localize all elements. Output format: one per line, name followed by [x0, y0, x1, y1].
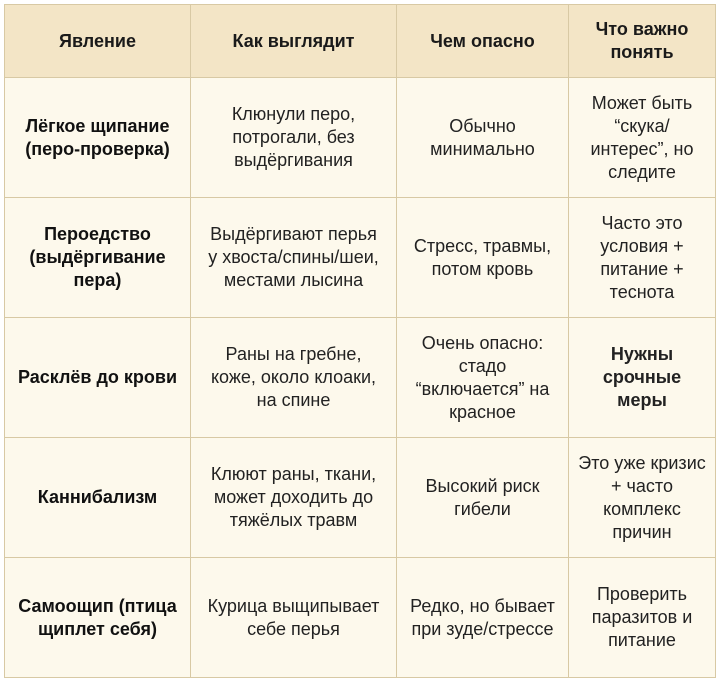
danger-cell: Очень опасно: стадо “включается” на красное [397, 318, 569, 438]
header-important: Что важно понять [569, 5, 716, 78]
header-appearance: Как выглядит [191, 5, 397, 78]
important-cell: Это уже кризис + часто комплекс причин [569, 438, 716, 558]
appearance-cell: Клюют раны, ткани, может доходить до тяжёлых травм [191, 438, 397, 558]
header-phenomenon: Явление [5, 5, 191, 78]
phenomenon-cell: Расклёв до крови [5, 318, 191, 438]
danger-cell: Редко, но бывает при зуде/стрессе [397, 558, 569, 678]
appearance-cell: Клюнули перо, потрогали, без выдёргивания [191, 78, 397, 198]
header-danger: Чем опасно [397, 5, 569, 78]
important-cell: Часто это условия + питание + теснота [569, 198, 716, 318]
phenomenon-cell: Самоощип (птица щиплет себя) [5, 558, 191, 678]
table-row [5, 438, 716, 558]
danger-cell: Обычно минимально [397, 78, 569, 198]
header-row [5, 5, 716, 78]
danger-cell: Высокий риск гибели [397, 438, 569, 558]
phenomenon-cell: Каннибализм [5, 438, 191, 558]
appearance-cell: Выдёргивают перья у хвоста/спины/шеи, местами лысина [191, 198, 397, 318]
table-row [5, 78, 716, 198]
table-row [5, 318, 716, 438]
appearance-cell: Курица выщипывает себе перья [191, 558, 397, 678]
phenomenon-cell: Лёгкое щипание (перо-проверка) [5, 78, 191, 198]
important-cell: Может быть “скука/ интерес”, но следите [569, 78, 716, 198]
appearance-cell: Раны на гребне, коже, около клоаки, на спине [191, 318, 397, 438]
important-cell: Нужны срочные меры [569, 318, 716, 438]
phenomenon-cell: Пероедство (выдёргивание пера) [5, 198, 191, 318]
important-cell: Проверить паразитов и питание [569, 558, 716, 678]
table-row [5, 198, 716, 318]
pecking-table [4, 4, 716, 678]
table-row [5, 558, 716, 678]
danger-cell: Стресс, травмы, потом кровь [397, 198, 569, 318]
